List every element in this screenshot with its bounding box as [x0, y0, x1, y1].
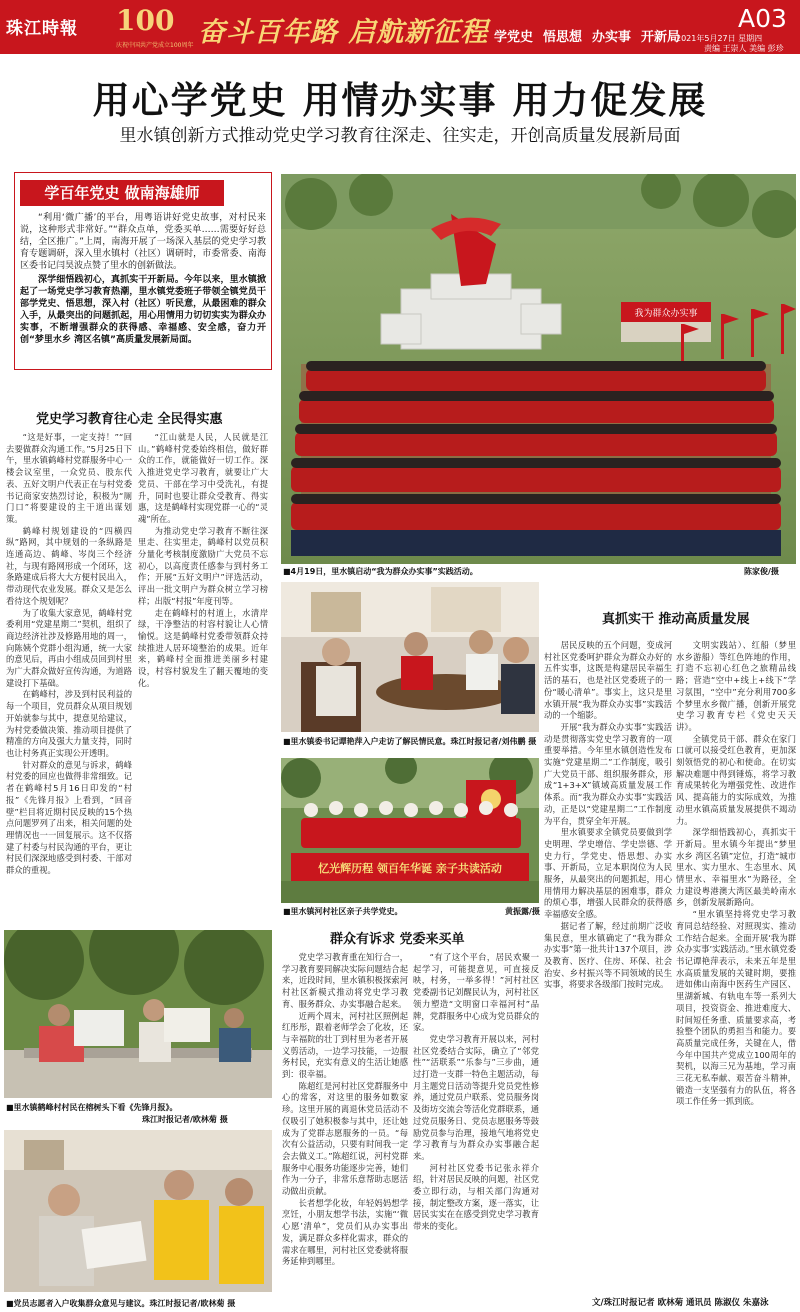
editor-credits: 责编 王崇人 美编 彭珍: [704, 44, 784, 53]
centenary-subtitle: 庆祝中国共产党成立100周年: [116, 42, 194, 49]
masthead-tag: 悟思想: [543, 30, 583, 45]
article-column: “有了这个平台，居民欢聚一起学习，可能提意见，可直接反映，村务，一举多得！”河村社区党委副书记刘醒民认为，河村社区领力塑造“文明窗口幸福河村”品牌，党群服务中心成为党员群众的家。 党史学习教育开展以来，河村社区党委结合实际，确立了“邻党性”“活联系”“乐参与”三步曲，通过打造一支群一特色主题活动，每月主题党日活动等提升党员党性修养，通过党员户联系、党员服务岗及街坊交流会等活化党群联系，通过党员服务日、党员志愿服务等鼓励党员参与治理，接地气地将党史学习教育与为群众办实事融合起来。 河村社区党委书记张永祥介绍，针对居民反映的问题，社区党委立即行动，与相关部门沟通对接，制定整改方案，逐一落实，让居民实实在在感受到党史学习教育带来的变化。: [413, 952, 539, 1232]
photo-caption: ■里水镇河村社区亲子共学党史。: [283, 907, 403, 916]
lead-title: 学百年党史 做南海雄师: [20, 180, 224, 206]
lead-paragraph: 深学细悟践初心，真抓实干开新局。今年以来，里水镇掀起了一场党史学习教育热潮，里水镇党委班子带领全镇党员干部学党史、悟思想，深入村（社区）听民意，从最困难的群众入手，从最突出的问题抓起，用心用情用力切切实实为群众办实事，不断增强群众的获得感、幸福感、安全感，奋力开创“梦里水乡 湾区名镇”高质量发展新局面。: [20, 275, 266, 345]
lead-text: [20, 212, 266, 348]
photo-family-learning: [281, 758, 539, 903]
photo-village-newspaper: [4, 930, 272, 1098]
page-subhead: 里水镇创新方式推动党史学习教育往深走、往实走，开创高质量发展新局面: [119, 126, 681, 146]
masthead-tag: 学党史: [494, 30, 534, 45]
page-number: A03: [738, 4, 787, 33]
article-column: 居民反映的五个问题，变成河村社区党委呵护群众为群众办好的五件实事，这既是构建居民幸福生活的基石，也是社区党委班子的一份“暖心清单”。事实上，这只是里水镇开展“我为群众办实事”实践活动的一个缩影。 开展“我为群众办实事”实践活动是贯彻落实党史学习教育的一项重要举措。今年里水镇创造性发布实施“党建星期二”工作制度，吸引广大党员干部、组织服务群众，形成“1+3+X”镇域高质量发展工作体系。而“我为群众办实事”实践活动，正是以“党建星期二”工作制度为平台，贯穿全年开展。 里水镇要求全镇党员要做到学史明理、学史增信、学史崇德、学史力行，学党史、悟思想、办实事、开新局，立足本职岗位为人民服务，从最突出的问题抓起，用心用情用力解决基层的困难事，群众的烦心事，增强人民群众的获得感幸福感安全感。 据记者了解，经过前期广泛收集民意，里水镇确定了“我为群众办实事”第一批共计137个项目，涉及教育、医疗、住房、环保、社会治安、乡村振兴等不同领域的民生实事，将要求各级部门按时完成。: [544, 640, 672, 990]
page-headline: 用心学党史 用情办实事 用力促发展: [92, 79, 708, 122]
masthead-slogan: 奋斗百年路 启航新征程: [198, 17, 489, 48]
banner-text: 我为群众办实事: [634, 309, 698, 319]
photo-caption: ■里水镇鹤峰村村民在榕树头下看《先锋月报》。: [6, 1103, 178, 1112]
village-newspaper-illustration: [4, 930, 272, 1098]
masthead: [0, 0, 800, 54]
lead-paragraph: “利用‘微广播’的平台，用粤语讲好党史故事，对村民来说，这种形式非常好。”“群众点单，党委买单……需要好好总结，全区推广。”上周，南海开展了一场深入基层的党史学习教育专题调研，深入里水镇村（社区）调研时，市委常委、南海区委书记闫昊波点赞了里水的创新做法。: [20, 213, 266, 271]
photo-caption: ■里水镇委书记谭艳萍入户走访了解民情民意。珠江时报记者/刘伟鹏 摄: [283, 737, 537, 746]
ceremony-illustration: [281, 174, 796, 564]
section-title: 真抓实干 推动高质量发展: [602, 612, 750, 627]
photo-credit: 黄振露/摄: [505, 907, 540, 916]
photo-caption: ■4月19日，里水镇启动“我为群众办实事”实践活动。: [283, 567, 478, 576]
article-column: 党史学习教育重在知行合一，学习教育要同解决实际问题结合起来，近段时间，里水镇积极探索河村社区新模式推动将党史学习教育、服务群众、办实事融合起来。 近两个周末，河村社区照例起红彤彤，跟着老师学会了化妆，还与幸福院的壮丁到村里为老者开展义剪活动，一边学习技能，一边服务村民，充实有意义的生活让她感到：很幸福。 陈超红是河村社区党群服务中心的常客，对这里的服务如数家珍。这里开展的离退休党员活动不仅吸引了她积极参与其中，还让她成为了党群志愿服务的一员。“每次有公益活动，只要有时间我一定会去做义工。”陈超红说，河村党群服务中心服务功能逐步完善，她们作为一分子，非常乐意帮助志愿活动做出贡献。 长者想学化妆，年轻妈妈想学烹饪，小朋友想学书法，实施“‘微心愿’清单”，党员们从办实事出发，满足群众多样化需求，群众的需求在哪里，河村社区党委就将服务延伸到哪里。: [282, 952, 408, 1267]
centenary-logo: [116, 4, 194, 50]
article-column: 文明实践站）、红船（梦里水乡游船）等红色阵地的作用，打造不忘初心红色之旅精品线路；营造“空中+线上+线下”学习氛围，“空中”充分利用700多个梦里水乡微广播，创新开展党史学习教育专栏《党史天天讲》。 全镇党员干部、群众在家门口就可以接受红色教育，更加深刻领悟党的初心和使命。在切实解决难题中得到锤炼，将学习教育成果转化为增强党性、改进作风、提高能力的实际成效，为推动里水镇高质量发展提供不竭动力。 深学细悟践初心，真抓实干开新局。里水镇今年提出“梦里水乡 湾区名镇”定位，打造“城市里水、实力里水、生态里水、风情里水、幸福里水”为路径，全力建设粤港澳大湾区最美岭南水乡，创新发展新路向。 “里水镇坚持将党史学习教育同总结经验、对照现实、推动工作结合起来。全面开展‘我为群众办实事’实践活动。”里水镇党委书记谭艳萍表示，未来五年是里水高质量发展的关键时期，要推进如佛山南海中医药生产园区、里湖新城、有轨电车等一系列大项目，投资资金、推进难度大、时间短任务重、质量要求高，考验整个团队的勇担当和能力。要高质量完成任务，关键在人，借今年中国共产党成立100周年的契机，以海三兄为基地，学习南三花无私奉献、艰苦奋斗精神，锻造一支坚强有力的队伍，将各项工作任务一抓到底。: [676, 640, 796, 1107]
masthead-tag: 开新局: [641, 30, 681, 45]
photo-home-visit: [281, 582, 539, 732]
photo-credit: 珠江时报记者/欧林菊 摄: [142, 1115, 228, 1124]
section-title: 党史学习教育往心走 全民得实惠: [36, 412, 223, 427]
section-title: 群众有诉求 党委来买单: [330, 932, 465, 947]
home-visit-illustration: [281, 582, 539, 732]
volunteer-visit-illustration: [4, 1130, 272, 1292]
centenary-number: 100: [116, 4, 175, 37]
article-column: “这是好事，一定支持！”“回去要做群众沟通工作。”5月25日下午，里水镇鹤峰村党群服务中心一楼会议室里，一众党员、股东代表、五好文明户代表正在与村党委书记商家安热烈讨论，积极为“厕门口”将要建设的主干道出谋划策。 鹤峰村规划建设的“四横四纵”路网，其中规划的一条纵路是连通高边、鹤峰、岑岗三个经济社，与现有路网形成一个闭环，这条路建成后将大大方便村民出入，带动现代农业发展。群众又是怎么看待这个规划呢？ 为了收集大家意见，鹤峰村党委利用“党建星期二”契机，组织了商边经济社涉及修路用地的周一，向陈姨个党群小组沟通，统一大家的意见后，再由小组成员回到村里为广大群众做好宣传沟通，为道路建设打下基础。 在鹤峰村，涉及到村民利益的每一个项目，党员群众从项目规划开始就参与其中，提意见给建议，为村党委做决策、推动项目提供了精准的方向及强大力量支持，同时也让村务真正实现公开透明。 针对群众的意见与诉求，鹤峰村党委的回应也做得非常细致。记者在鹤峰村5月16日印发的“村报”《先锋月报》上看到，“回音壁”栏目将近期村民反映的15个热点问题罗列了出来，相关问题的处理情况也一一回复展示。这不仅搭建了村委与村民沟通的平台，更让村民们深深地感受到村委、干部对群众的重视。: [6, 432, 132, 876]
masthead-tag: 办实事: [592, 30, 632, 45]
photo-credit: 陈家俊/摄: [744, 567, 779, 576]
photo-launch-ceremony: [281, 174, 796, 564]
photo-volunteer-visit: [4, 1130, 272, 1292]
event-banner-text: 忆光辉历程 领百年华诞 亲子共读活动: [318, 862, 502, 875]
masthead-tags: [494, 26, 690, 45]
article-byline: 文/珠江时报记者 欧林菊 通讯员 陈淑仪 朱嘉泳: [592, 1298, 769, 1308]
paper-name: 珠江時報: [6, 19, 78, 39]
article-column: “江山就是人民，人民就是江山。”鹤峰村党委始终相信，做好群众的工作，就能做好一切工作。深入推进党史学习教育，就要让广大党员、干部在学习中受洗礼，有提升，同时也要让群众受教育、得实惠，这是鹤峰村实现党群一心的“灵魂”所在。 为推动党史学习教育不断往深里走、往实里走，鹤峰村以党员积分量化考核制度激励广大党员不忘初心，以高度责任感参与到村务工作；开展“五好文明户”评选活动，评出一批文明户为群众树立学习榜样；出版“村报”年度刊等。 走在鹤峰村的村道上，水清岸绿，干净整洁的村容村貌让人心情愉悦。这是鹤峰村党委带领群众持续推进人居环境整治的成果。近年来，鹤峰村全面推进美丽乡村建设，村容村貌发生了翻天覆地的变化。: [138, 432, 268, 688]
issue-date: 2021年5月27日 星期四: [676, 34, 763, 43]
photo-caption: ■党员志愿者入户收集群众意见与建议。珠江时报记者/欧林菊 摄: [6, 1299, 236, 1308]
family-learning-illustration: [281, 758, 539, 903]
